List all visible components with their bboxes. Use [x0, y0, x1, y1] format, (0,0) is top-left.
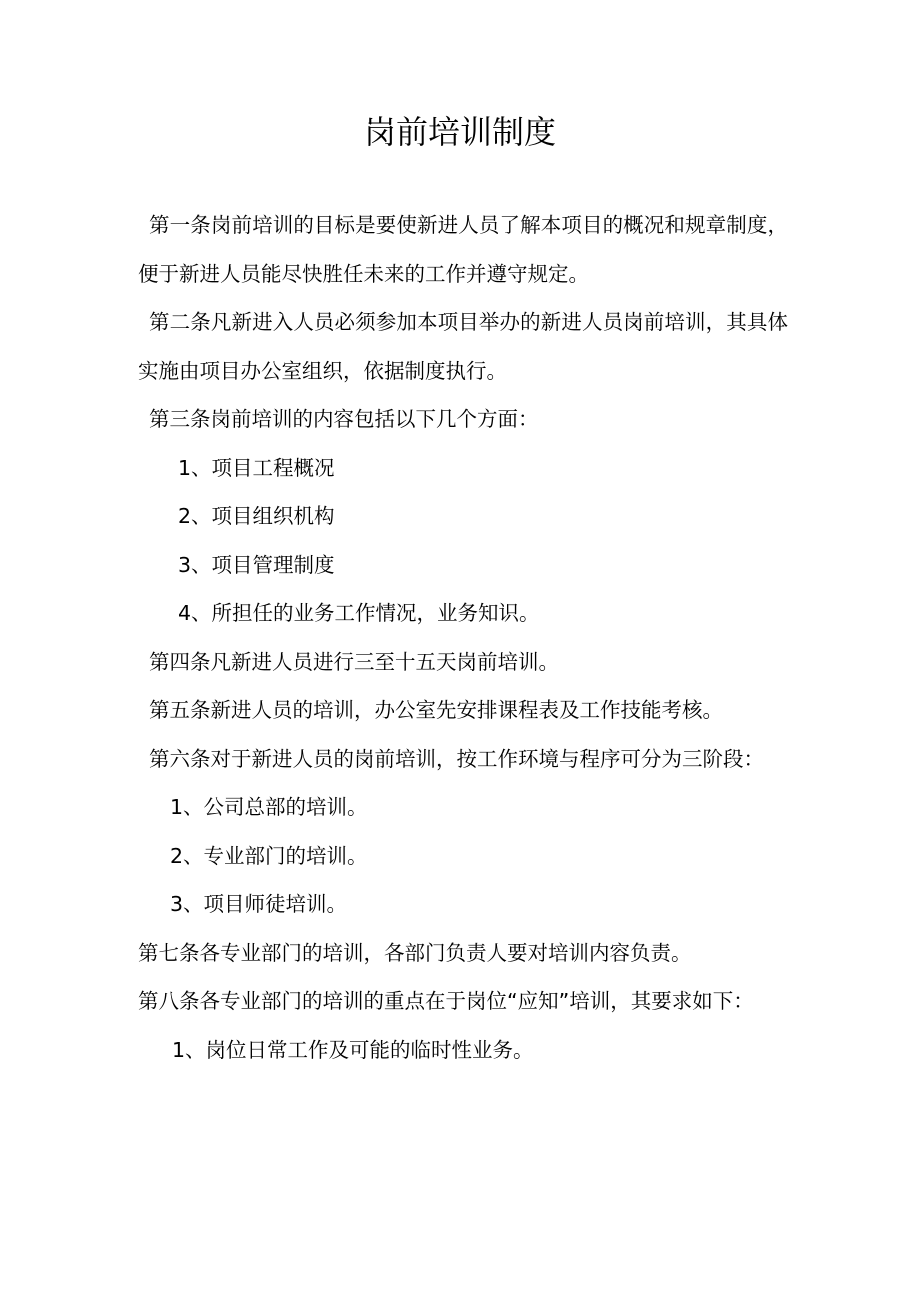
article-6-item-1: 1、公司总部的培训。	[170, 795, 368, 819]
article-4: 第四条凡新进人员进行三至十五天岗前培训。	[149, 649, 559, 674]
article-6-item-3: 3、项目师徒培训。	[170, 892, 348, 916]
article-3-item-3: 3、项目管理制度	[178, 552, 335, 577]
article-7: 第七条各专业部门的培训，各部门负责人要对培训内容负责。	[138, 940, 692, 965]
article-3-item-1: 1、项目工程概况	[178, 455, 335, 480]
article-3-item-4: 4、所担任的业务工作情况，业务知识。	[178, 601, 540, 625]
article-6: 第六条对于新进人员的岗前培训，按工作环境与程序可分为三阶段：	[149, 746, 764, 771]
article-8-item-1: 1、岗位日常工作及可能的临时性业务。	[172, 1037, 534, 1062]
article-3: 第三条岗前培训的内容包括以下几个方面：	[149, 407, 539, 431]
article-1: 第一条岗前培训的目标是要使新进人员了解本项目的概况和规章制度，便于新进人员能尽快胜任未来的工作并遵守规定。	[138, 213, 788, 286]
article-8: 第八条各专业部门的培训的重点在于岗位“应知”培训，其要求如下：	[138, 989, 754, 1013]
article-5: 第五条新进人员的培训，办公室先安排课程表及工作技能考核。	[149, 698, 723, 722]
article-3-item-2: 2、项目组织机构	[178, 504, 335, 528]
article-6-item-2: 2、专业部门的培训。	[170, 843, 368, 868]
document-body	[138, 201, 788, 1074]
article-2: 第二条凡新进入人员必须参加本项目举办的新进人员岗前培训，其具体实施由项目办公室组织，依据制度执行。	[138, 310, 788, 383]
document-title: 岗前培训制度	[363, 113, 556, 151]
